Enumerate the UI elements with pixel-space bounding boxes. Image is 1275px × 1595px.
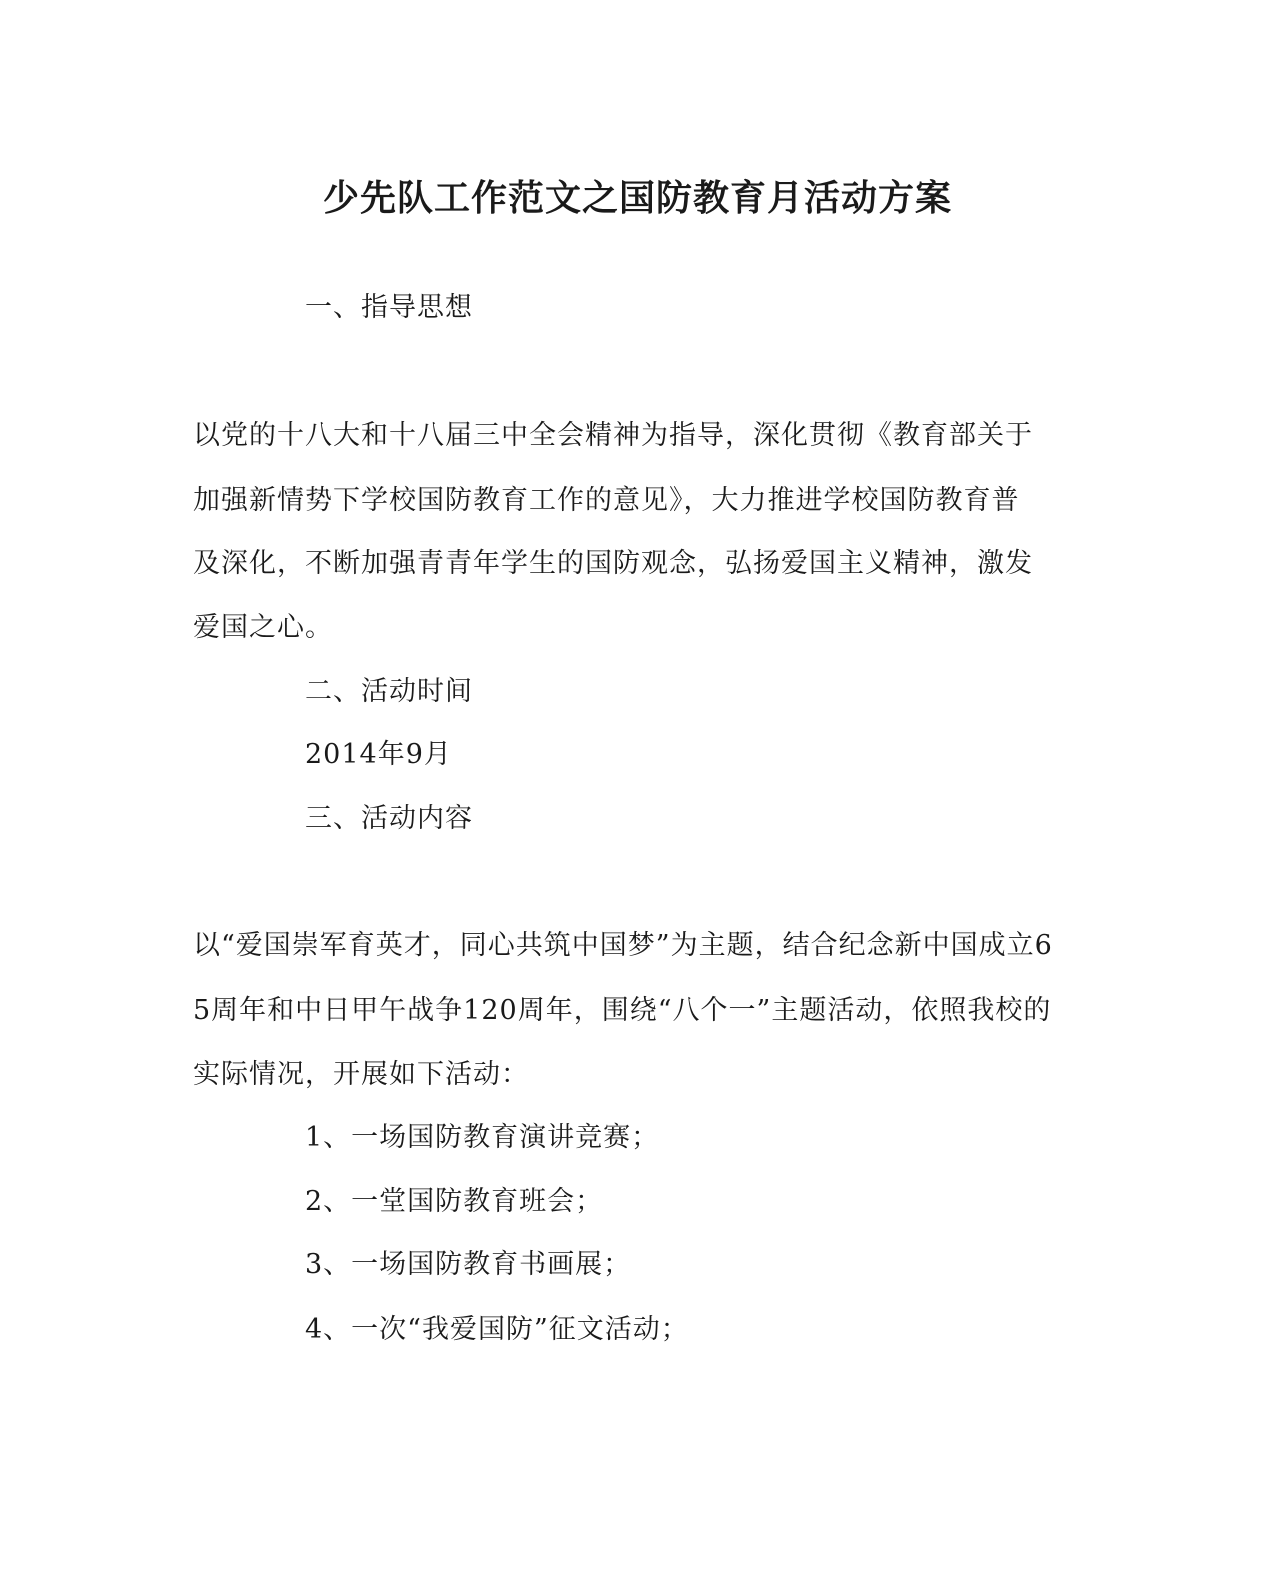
paragraph-line: 实际情况，开展如下活动： (193, 1059, 529, 1090)
paragraph-line: 以党的十八大和十八届三中全会精神为指导，深化贯彻《教育部关于 (193, 420, 1033, 451)
section-heading-guiding-ideology: 一、指导思想 (305, 292, 473, 323)
document-title: 少先队工作范文之国防教育月活动方案 (322, 177, 952, 219)
activity-list-item: 4、一次“我爱国防”征文活动； (305, 1314, 689, 1345)
paragraph-line: 以“爱国崇军育英才，同心共筑中国梦”为主题，结合纪念新中国成立6 (193, 930, 1053, 961)
paragraph-line: 爱国之心。 (193, 612, 333, 643)
activity-list-item: 3、一场国防教育书画展； (305, 1249, 632, 1280)
paragraph-line: 及深化，不断加强青青年学生的国防观念，弘扬爱国主义精神，激发 (193, 548, 1033, 579)
paragraph-line: 加强新情势下学校国防教育工作的意见》，大力推进学校国防教育普 (193, 485, 1020, 516)
paragraph-line: 5周年和中日甲午战争120周年，围绕“八个一”主题活动，依照我校的 (193, 995, 1052, 1026)
section-heading-activity-content: 三、活动内容 (305, 803, 473, 834)
activity-list-item: 1、一场国防教育演讲竞赛； (305, 1122, 660, 1153)
activity-date: 2014年9月 (305, 739, 452, 770)
section-heading-activity-time: 二、活动时间 (305, 676, 473, 707)
activity-list-item: 2、一堂国防教育班会； (305, 1186, 604, 1217)
